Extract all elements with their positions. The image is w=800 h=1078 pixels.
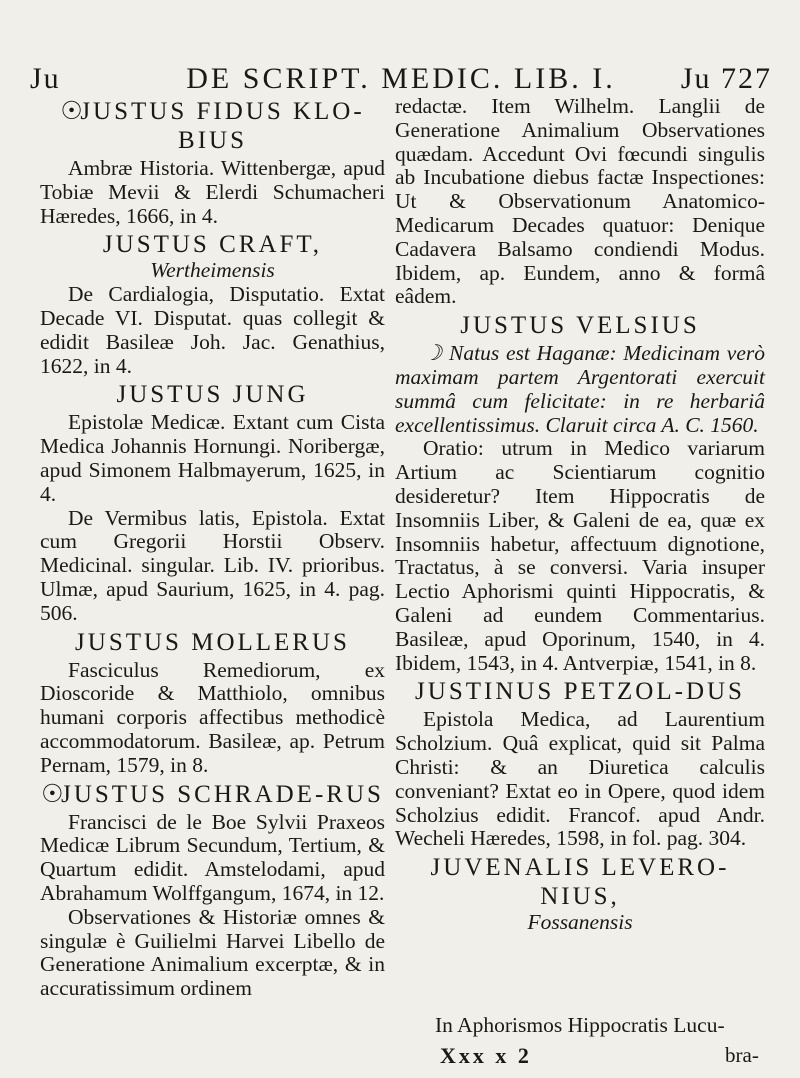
catchword: bra- [725,1043,759,1067]
entry-paragraph: Francisci de le Boe Sylvii Praxeos Medicæ Librum Secundum, Tertium, & Quartum edidit. Amstelodami, apud Abrahamum Wolffgangum, 1674, in 12. [40,809,385,905]
entry-title: JUSTUS CRAFT, [102,231,323,259]
entry-paragraph: De Cardialogia, Disputatio. Extat Decade VI. Disputat. quas collegit & edidit Basileæ Joh. Jac. Genathius, 1622, in 4. [40,282,385,378]
entry [395,853,765,935]
last-line-text: In Aphorismos Hippocratis Lucu- [435,1013,725,1037]
entry-paragraph: Epistolæ Medicæ. Extant cum Cista Medica Johannis Hornungi. Noribergæ, apud Simonem Halbmayerum, 1625, in 4. [40,410,385,506]
symbol-icon: ☉ [41,780,67,808]
entry [40,97,385,228]
entry-heading [40,628,385,657]
paragraph-text: Natus est Haganæ: Medicinam verò maximam partem Argentorati exercuit summâ cum felicitate: in re herbariâ excellentissimus. Claruit circa A. C. 1560. [395,341,766,437]
entry-paragraph: Fasciculus Remediorum, ex Dioscoride & Matthiolo, omnibus humani corporis affectibus methodicè accommodatorum. Basileæ, ap. Petrum Pernam, 1579, in 8. [40,657,385,777]
header-title: DE SCRIPT. MEDIC. LIB. I. [186,62,616,95]
entry-title: JUSTUS MOLLERUS [75,628,350,656]
symbol-icon: ☉ [60,98,86,125]
entry [395,342,765,437]
entry [40,380,385,625]
entry-heading [395,853,765,911]
entry-paragraph: redactæ. Item Wilhelm. Langlii de Generatione Animalium Observationes quædam. Accedunt Ovi fœcundi singulis ab Incubatione diebus factæ Inspectiones: Ut & Observationum Anatomico-Medicarum Decades quatuor: Denique Cadavera Balsamo condiendi Modus. Ibidem, ap. Eundem, anno & formâ eâdem. [395,94,765,309]
right-column [395,95,765,935]
signature-mark: Xxx x 2 [440,1043,532,1068]
entry [40,230,385,378]
last-line [395,1013,765,1038]
entry-paragraph: Oratio: utrum in Medico variarum Artium ac Scientiarum cognitio desideretur? Item Hippocratis de Insomniis Liber, & Galeni de ea, quæ ex Insomniis habetur, affectuum dignotione, Tractatus, à se conversi. Varia insuper Lectio Aphorismi quinti Hippocratis, & Galeni ad eundem Commentarius. Basileæ, apud Oporinum, 1540, in 4. Ibidem, 1543, in 4. Antverpiæ, 1541, in 8. [395,436,765,675]
entry [40,780,385,1001]
entry [395,311,765,340]
entry-heading [395,311,765,340]
entry [395,95,765,309]
entry-title: JUSTUS VELSIUS [460,312,700,340]
entry-paragraph: Epistola Medica, ad Laurentium Scholzium. Quâ explicat, quid sit Palma Christi: & an Diuretica calculis conveniant? Extat eo in Opere, quod idem Scholzius edidit. Francof. apud Andr. Wecheli Hæredes, 1598, in fol. pag. 304. [395,707,765,851]
entry-heading [40,380,385,409]
entry-paragraph: Observationes & Historiæ omnes & singulæ è Guilielmi Harvei Libello de Generatione Animalium excerptæ, & in accuratissimum ordinem [40,904,385,1001]
left-column [40,95,385,1001]
entry-paragraph: De Vermibus latis, Epistola. Extat cum Gregorii Horstii Observ. Medicinal. singular. Lib. IV. prioribus. Ulmæ, apud Saurium, 1625, in 4. pag. 506. [40,505,385,625]
entry [40,628,385,778]
entry-title: JUSTUS FIDUS KLO-BIUS [80,98,365,154]
entry-title: JUVENALIS LEVERO-NIUS, [430,854,730,911]
header-page-number: Ju 727 [680,62,772,95]
entry [395,437,765,675]
header-left: Ju [30,62,61,95]
entry-paragraph [395,342,765,437]
entry-title: JUSTUS JUNG [116,381,309,409]
entry-heading [40,780,385,809]
entry-origin: Wertheimensis [150,258,275,283]
entry-paragraph: Ambræ Historia. Wittenbergæ, apud Tobiæ Mevii & Elerdi Schumacheri Hæredes, 1666, in 4. [40,156,385,228]
entry-heading [40,97,385,155]
entry-title: JUSTINUS PETZOL-DUS [415,678,745,706]
entry-origin: Fossanensis [527,910,633,935]
symbol-icon: ☽ [423,341,443,366]
entry-heading [395,677,765,706]
entry [395,677,765,851]
entry-title: JUSTUS SCHRADE-RUS [61,780,384,808]
entry-heading [40,230,385,259]
